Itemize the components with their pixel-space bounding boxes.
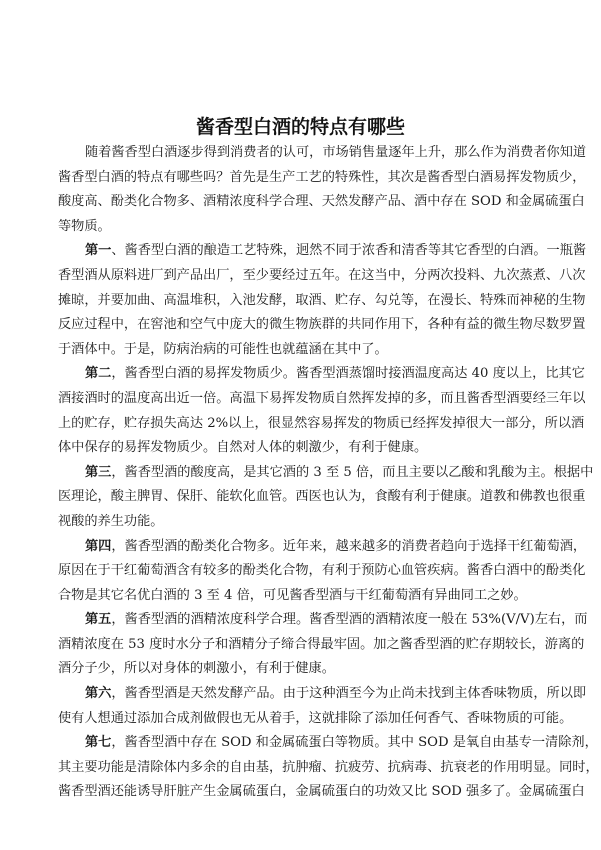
paragraph-line [58,387,586,412]
line-text: 使有人想通过添加合成剂做假也无从着手，这就排除了添加任何香气、香味物质的可能。 [58,710,573,726]
paragraph-lead: 第三 [85,464,112,480]
paragraph [58,362,586,460]
paragraph-line [58,633,585,658]
paragraph-line [58,485,586,510]
line-text: ，酱香型酒中存在 SOD 和金属硫蛋白等物质。其中 SOD 是氧自由基专一清除剂， [111,735,598,751]
paragraph-line [58,756,599,781]
line-text: 医理论，酸主脾胃、保肝、能软化血管。西医也认为，食酸有利于健康。道教和佛教也很重 [58,489,586,505]
line-text: 反应过程中，在窖池和空气中庞大的微生物族群的共同作用下，各种有益的微生物尽数罗置 [58,317,586,333]
paragraph-line [58,682,587,707]
paragraph-line [58,608,588,633]
paragraph [58,141,587,239]
paragraph-line [58,535,587,560]
line-text: 酒接酒时的温度高出近一倍。高温下易挥发物质自然挥发掉的多，而且酱香型酒要经三年以 [58,390,586,406]
paragraph [58,239,587,362]
paragraph-line [58,289,586,314]
line-text: ，酱香型酒的酸度高，是其它酒的 3 至 5 倍，而且主要以乙酸和乳酸为主。根据中 [111,464,594,480]
paragraph-line [58,264,586,289]
paragraph-lead: 第五 [85,612,112,628]
paragraph-line [58,731,598,756]
line-text: 摊晾，并要加曲、高温堆积，入池发酵，取酒、贮存、勾兑等，在漫长、特殊而神秘的生物 [58,292,586,308]
paragraph-line [58,412,585,437]
line-text: 酒分子少，所以对身体的刺激小，有利于健康。 [58,661,335,677]
paragraph [58,535,587,609]
paragraph-line [58,461,594,486]
paragraph [58,682,587,731]
line-text: 酸度高、酚类化合物多、酒精浓度科学合理、天然发酵产品、酒中存在 SOD 和金属硫蛋白 [58,194,585,210]
paragraph-lead: 第四 [85,538,112,554]
paragraph-line [58,510,546,535]
document-title: 酱香型白酒的特点有哪些 [195,116,405,138]
line-text: 原因在于干红葡萄酒含有较多的酚类化合物，有利于预防心血管疾病。酱香白酒中的酚类化 [58,563,586,579]
line-text: ，酱香型酒的酒精浓度科学合理。酱香型酒的酒精浓度一般在 53%(V/V)左右，而 [111,612,588,628]
line-text: 随着酱香型白酒逐步得到消费者的认可，市场销售量逐年上升，那么作为消费者你知道 [85,145,587,160]
line-text: ，酱香型白酒的易挥发物质少。酱香型酒蒸馏时接酒温度高达 40 度以上，比其它 [111,366,585,382]
paragraph-line [58,559,586,584]
line-text: ，酱香型酒是天然发酵产品。由于这种酒至今为止尚未找到主体香味物质，所以即 [111,686,587,702]
line-text: 酱香型酒还能诱导肝脏产生金属硫蛋白，金属硫蛋白的功效又比 SOD 强多了。金属硫蛋白 [58,784,585,800]
line-text: 合物是其它名优白酒的 3 至 4 倍，可见酱香型酒与干红葡萄酒有异曲同工之妙。 [58,587,527,603]
paragraph-line [58,362,585,387]
line-text: 视酸的养生功能。 [58,513,164,529]
paragraph [58,608,588,682]
line-text: 酱香型白酒的特点有哪些吗？首先是生产工艺的特殊性，其次是酱香型白酒易挥发物质少， [58,169,586,185]
line-text: ，酱香型酒的酚类化合物多。近年来，越来越多的消费者趋向于选择干红葡萄酒， [111,538,587,554]
paragraph-line [58,707,573,732]
paragraph-line [58,215,546,240]
paragraph-lead: 第六 [85,686,112,702]
paragraph-line [58,190,585,215]
paragraph-line [58,313,586,338]
line-text: 等物质。 [58,218,111,234]
paragraph-line [58,436,546,461]
paragraph-line [58,780,585,805]
paragraph-line [58,166,586,191]
paragraph [58,731,599,805]
line-text: 于酒体中。于是，防病治病的可能性也就蕴涵在其中了。 [58,341,388,357]
paragraph-lead: 第七 [85,735,112,751]
paragraph [58,461,594,535]
paragraph-line [58,239,587,264]
line-text: 其主要功能是清除体内多余的自由基，抗肿瘤、抗疲劳、抗病毒、抗衰老的作用明显。同时， [58,759,599,775]
line-text: 上的贮存，贮存损失高达 2%以上，很显然容易挥发的物质已经挥发掉很大一部分，所以酒 [58,415,585,431]
line-text: 香型酒从原料进厂到产品出厂，至少要经过五年。在这当中，分两次投料、九次蒸煮、八次 [58,267,586,283]
line-text: 酒精浓度在 53 度时水分子和酒精分子缔合得最牢固。加之酱香型酒的贮存期较长，游离的 [58,636,585,652]
paragraph-line [58,657,546,682]
document-body [58,141,599,805]
line-text: 、酱香型白酒的酿造工艺特殊，迥然不同于浓香和清香等其它香型的白酒。一瓶酱 [111,243,587,259]
paragraph-line [58,338,546,363]
line-text: 体中保存的易挥发物质少。自然对人体的刺激少，有利于健康。 [58,440,428,456]
paragraph-line [58,584,546,609]
paragraph-lead: 第一 [85,243,112,259]
paragraph-line [58,141,587,166]
paragraph-lead: 第二 [85,366,112,382]
